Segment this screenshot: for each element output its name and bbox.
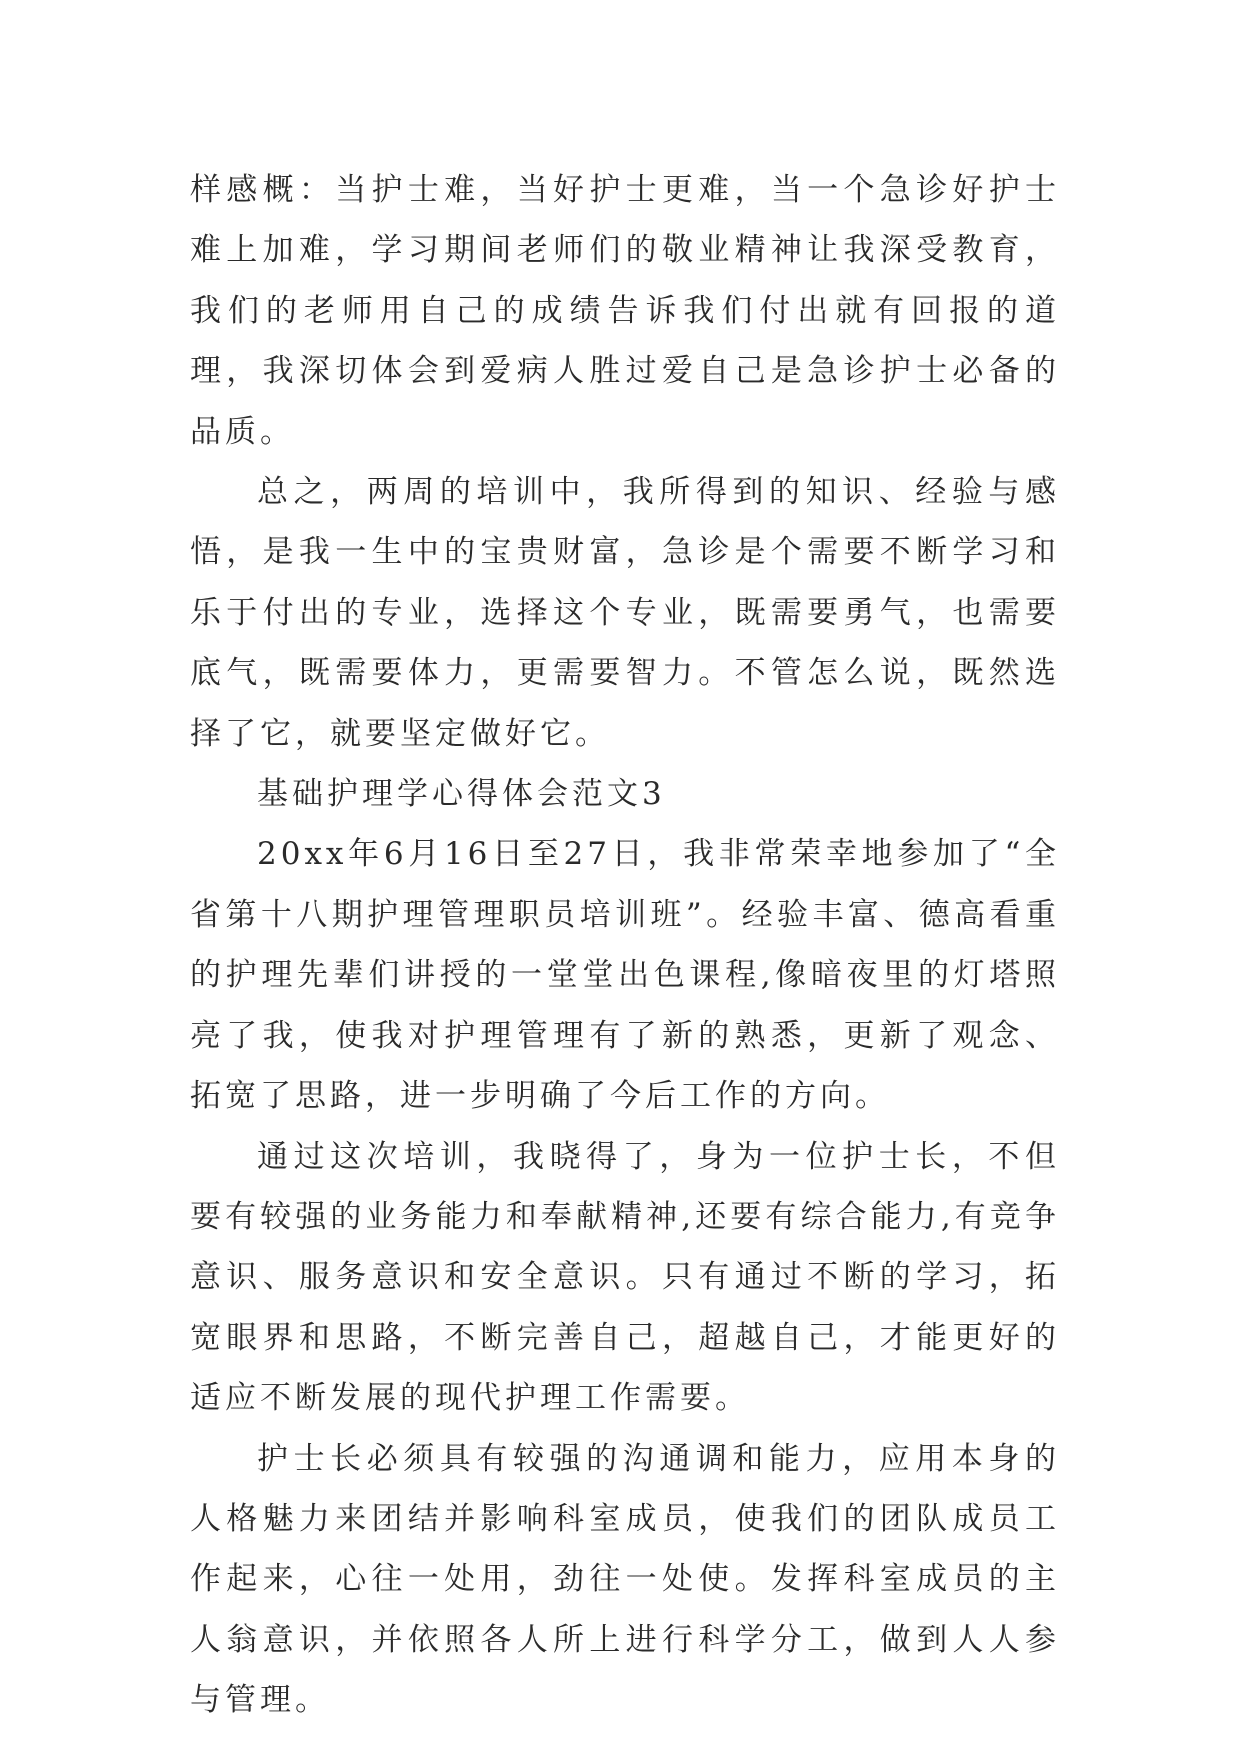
paragraph-summary: 总之，两周的培训中，我所得到的知识、经验与感悟，是我一生中的宝贵财富，急诊是个需要不断学习和乐于付出的专业，选择这个专业，既需要勇气，也需要底气，既需要体力，更需要智力。不管怎么说，既然选择了它，就要坚定做好它。 (190, 474, 1060, 752)
document-body (190, 160, 1060, 1731)
paragraph-continued: 样感概：当护士难，当好护士更难，当一个急诊好护士难上加难，学习期间老师们的敬业精神让我深受教育，我们的老师用自己的成绩告诉我们付出就有回报的道理，我深切体会到爱病人胜过爱自己是急诊护士必备的品质。 (190, 172, 1060, 450)
section-heading: 基础护理学心得体会范文3 (257, 776, 666, 813)
paragraph-training-intro: 20xx年6月16日至27日，我非常荣幸地参加了“全省第十八期护理管理职员培训班”。经验丰富、德高看重的护理先辈们讲授的一堂堂出色课程,像暗夜里的灯塔照亮了我，使我对护理管理有了新的熟悉，更新了观念、拓宽了思路，进一步明确了今后工作的方向。 (190, 836, 1060, 1115)
paragraph-communication: 护士长必须具有较强的沟通调和能力，应用本身的人格魅力来团结并影响科室成员，使我们的团队成员工作起来，心往一处用，劲往一处使。发挥科室成员的主人翁意识，并依照各人所上进行科学分工，做到人人参与管理。 (190, 1440, 1060, 1719)
paragraph-head-nurse-abilities: 通过这次培训，我晓得了，身为一位护士长，不但要有较强的业务能力和奉献精神,还要有综合能力,有竞争意识、服务意识和安全意识。只有通过不断的学习，拓宽眼界和思路，不断完善自己，超越自己，才能更好的适应不断发展的现代护理工作需要。 (190, 1138, 1060, 1417)
